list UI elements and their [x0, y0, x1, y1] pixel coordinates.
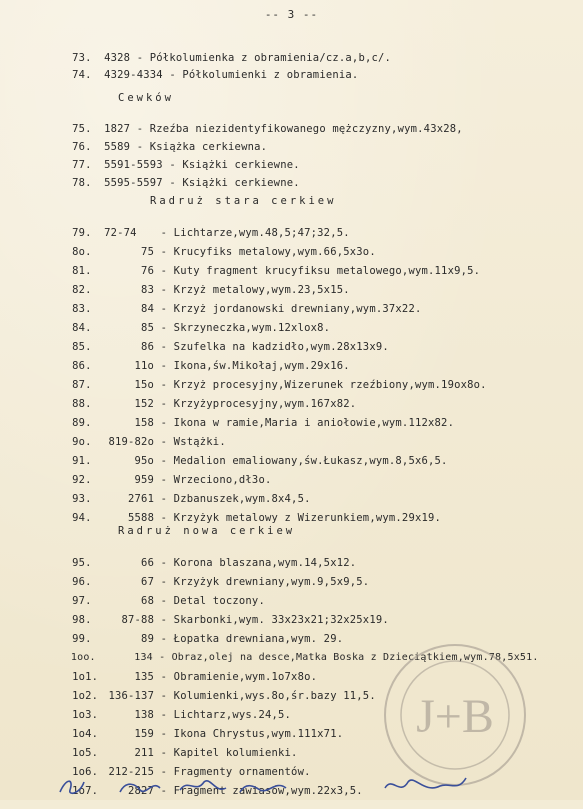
list-item: 82. 83 - Krzyż metalowy,wym.23,5x15. — [72, 284, 350, 296]
item-code: 136-137 — [108, 690, 155, 702]
item-code: 5591-5593 — [104, 159, 163, 171]
item-text: Wstążki. — [173, 436, 226, 448]
item-code: 75 — [141, 246, 155, 258]
list-item: 1o1. 135 - Obramienie,wym.1o7x8o. — [72, 671, 318, 683]
item-text: Półkolumienka z obramienia/cz.a,b,c/. — [149, 52, 392, 64]
list-item: 73. 4328 - Półkolumienka z obramienia/cz.a,b,c/. — [72, 52, 392, 64]
list-item: 89. 158 - Ikona w ramie,Maria i aniołowie,wym.112x82. — [72, 417, 455, 429]
item-code: 85 — [141, 322, 155, 334]
item-number: 89. — [72, 417, 92, 429]
list-item: 81. 76 - Kuty fragment krucyfiksu metalowego,wym.11x9,5. — [72, 265, 481, 277]
list-item: 87. 15o - Krzyż procesyjny,Wizerunek rzeźbiony,wym.19ox8o. — [72, 379, 487, 391]
item-text: Półkolumienki z obramienia. — [182, 69, 359, 81]
item-code: 135 — [134, 671, 155, 683]
item-number: 87. — [72, 379, 92, 391]
item-code: 2761 — [128, 493, 155, 505]
item-text: Krzyżyk metalowy z Wizerunkiem,wym.29x19. — [173, 512, 442, 524]
item-text: Krzyż metalowy,wym.23,5x15. — [173, 284, 350, 296]
list-item: 1o5. 211 - Kapitel kolumienki. — [72, 747, 298, 759]
list-item: 75. 1827 - Rzeźba niezidentyfikowanego mężczyzny,wym.43x28, — [72, 123, 463, 135]
item-number: 76. — [72, 141, 92, 153]
list-item: 1o4. 159 - Ikona Chrystus,wym.111x71. — [72, 728, 344, 740]
list-item: 92. 959 - Wrzeciono,dł3o. — [72, 474, 272, 486]
item-code: 5589 — [104, 141, 131, 153]
list-item: 95. 66 - Korona blaszana,wym.14,5x12. — [72, 557, 357, 569]
item-number: 91. — [72, 455, 92, 467]
item-code: 95o — [134, 455, 155, 467]
item-code: 68 — [141, 595, 155, 607]
list-item: 1o3. 138 - Lichtarz,wys.24,5. — [72, 709, 292, 721]
list-item: 88. 152 - Krzyżyprocesyjny,wym.167x82. — [72, 398, 357, 410]
item-code: 159 — [134, 728, 155, 740]
list-item: 94. 5588 - Krzyżyk metalowy z Wizerunkiem,wym.29x19. — [72, 512, 442, 524]
item-code: 959 — [134, 474, 155, 486]
item-code: 4328 — [104, 52, 131, 64]
list-item: 85. 86 - Szufelka na kadzidło,wym.28x13x9. — [72, 341, 389, 353]
item-text: Krzyż jordanowski drewniany,wym.37x22. — [173, 303, 422, 315]
list-item: 84. 85 - Skrzyneczka,wym.12xlox8. — [72, 322, 331, 334]
section-heading: Radruż stara cerkiew — [150, 195, 337, 207]
item-text: Skrzyneczka,wym.12xlox8. — [173, 322, 331, 334]
list-item: 97. 68 - Detal toczony. — [72, 595, 265, 607]
list-item: 77. 5591-5593 - Książki cerkiewne. — [72, 159, 300, 171]
item-code: 11o — [134, 360, 155, 372]
item-text: Ikona,św.Mikołaj,wym.29x16. — [173, 360, 350, 372]
item-text: Kapitel kolumienki. — [173, 747, 298, 759]
item-number: 1oo. — [70, 652, 96, 663]
item-text: Książka cerkiewna. — [149, 141, 268, 153]
list-item: 91. 95o - Medalion emaliowany,św.Łukasz,wym.8,5x6,5. — [72, 455, 448, 467]
item-number: 1o3. — [72, 709, 99, 721]
item-code: 5595-5597 — [104, 177, 163, 189]
item-number: 8o. — [72, 246, 92, 258]
item-code: 66 — [141, 557, 155, 569]
item-text: Fragmenty ornamentów. — [173, 766, 311, 778]
list-item: 83. 84 - Krzyż jordanowski drewniany,wym.37x22. — [72, 303, 422, 315]
item-number: 96. — [72, 576, 92, 588]
item-number: 92. — [72, 474, 92, 486]
list-item: 86. 11o - Ikona,św.Mikołaj,wym.29x16. — [72, 360, 350, 372]
list-item: 96. 67 - Krzyżyk drewniany,wym.9,5x9,5. — [72, 576, 370, 588]
list-item: 1oo. 134 - Obraz,olej na desce,Matka Boska z Dzieciątkiem,wym.78,5x51. — [70, 652, 539, 663]
item-text: Lichtarz,wys.24,5. — [173, 709, 292, 721]
item-number: 97. — [72, 595, 92, 607]
item-text: Wrzeciono,dł3o. — [173, 474, 272, 486]
handwritten-signatures — [40, 770, 580, 800]
item-number: 73. — [72, 52, 92, 64]
item-number: 86. — [72, 360, 92, 372]
item-code: 67 — [141, 576, 155, 588]
archive-stamp — [380, 640, 530, 790]
item-number: 74. — [72, 69, 92, 81]
item-code: 2827 — [128, 785, 155, 797]
item-text: Ikona w ramie,Maria i aniołowie,wym.112x82. — [173, 417, 455, 429]
item-text: Korona blaszana,wym.14,5x12. — [173, 557, 357, 569]
item-text: Kolumienki,wys.8o,śr.bazy 11,5. — [173, 690, 376, 702]
item-code: 83 — [141, 284, 155, 296]
item-text: Fragment zawiasów,wym.22x3,5. — [173, 785, 363, 797]
item-code: 212-215 — [108, 766, 155, 778]
item-text: Kuty fragment krucyfiksu metalowego,wym.11x9,5. — [173, 265, 481, 277]
item-code: 158 — [134, 417, 155, 429]
item-text: Obraz,olej na desce,Matka Boska z Dzieciątkiem,wym.78,5x51. — [171, 652, 539, 663]
item-code: 138 — [134, 709, 155, 721]
item-number: 84. — [72, 322, 92, 334]
list-item: 1o6. 212-215 - Fragmenty ornamentów. — [72, 766, 311, 778]
item-code: 819-82o — [108, 436, 155, 448]
item-number: 77. — [72, 159, 92, 171]
item-code: 72-74 — [104, 227, 137, 239]
item-number: 85. — [72, 341, 92, 353]
item-code: 211 — [134, 747, 155, 759]
item-number: 79. — [72, 227, 92, 239]
list-item: 93. 2761 - Dzbanuszek,wym.8x4,5. — [72, 493, 311, 505]
list-item: 1o2. 136-137 - Kolumienki,wys.8o,śr.bazy 11,5. — [72, 690, 376, 702]
item-code: 86 — [141, 341, 155, 353]
item-text: Lichtarze,wym.48,5;47;32,5. — [173, 227, 350, 239]
item-text: Szufelka na kadzidło,wym.28x13x9. — [173, 341, 389, 353]
item-number: 81. — [72, 265, 92, 277]
item-text: Książki cerkiewne. — [182, 177, 300, 189]
item-code: 152 — [134, 398, 155, 410]
item-code: 134 — [134, 652, 153, 663]
list-item: 9o. 819-82o - Wstążki. — [72, 436, 226, 448]
item-code: 76 — [141, 265, 155, 277]
item-number: 1o2. — [72, 690, 99, 702]
item-number: 99. — [72, 633, 92, 645]
item-text: Rzeźba niezidentyfikowanego mężczyzny,wym.43x28, — [149, 123, 463, 135]
item-number: 1o5. — [72, 747, 99, 759]
item-number: 75. — [72, 123, 92, 135]
list-item: 98. 87-88 - Skarbonki,wym. 33x23x21;32x25x19. — [72, 614, 389, 626]
item-text: Dzbanuszek,wym.8x4,5. — [173, 493, 311, 505]
list-item: 76. 5589 - Książka cerkiewna. — [72, 141, 268, 153]
item-number: 1o1. — [72, 671, 99, 683]
list-item: 79. 72-74 - Lichtarze,wym.48,5;47;32,5. — [72, 227, 350, 239]
item-code: 84 — [141, 303, 155, 315]
item-number: 1o6. — [72, 766, 99, 778]
item-text: Książki cerkiewne. — [182, 159, 300, 171]
item-text: Obramienie,wym.1o7x8o. — [173, 671, 318, 683]
item-code: 87-88 — [121, 614, 155, 626]
item-code: 89 — [141, 633, 155, 645]
item-text: Krzyż procesyjny,Wizerunek rzeźbiony,wym.19ox8o. — [173, 379, 487, 391]
item-number: 78. — [72, 177, 92, 189]
item-number: 82. — [72, 284, 92, 296]
item-number: 98. — [72, 614, 92, 626]
item-number: 1o7. — [72, 785, 99, 797]
item-number: 9o. — [72, 436, 92, 448]
page-number: -- 3 -- — [264, 8, 319, 21]
item-text: Medalion emaliowany,św.Łukasz,wym.8,5x6,5. — [173, 455, 448, 467]
item-code: 5588 — [128, 512, 155, 524]
item-text: Krzyżyprocesyjny,wym.167x82. — [173, 398, 357, 410]
item-text: Krucyfiks metalowy,wym.66,5x3o. — [173, 246, 376, 258]
item-number: 88. — [72, 398, 92, 410]
item-text: Ikona Chrystus,wym.111x71. — [173, 728, 344, 740]
item-code: 4329-4334 — [104, 69, 163, 81]
item-text: Łopatka drewniana,wym. 29. — [173, 633, 344, 645]
list-item: 78. 5595-5597 - Książki cerkiewne. — [72, 177, 300, 189]
item-number: 1o4. — [72, 728, 99, 740]
list-item: 1o7. 2827 - Fragment zawiasów,wym.22x3,5. — [72, 785, 363, 797]
stamp-monogram: J+B — [416, 690, 494, 743]
item-number: 93. — [72, 493, 92, 505]
item-text: Krzyżyk drewniany,wym.9,5x9,5. — [173, 576, 370, 588]
item-text: Detal toczony. — [173, 595, 265, 607]
list-item: 74. 4329-4334 - Półkolumienki z obramienia. — [72, 69, 359, 81]
item-text: Skarbonki,wym. 33x23x21;32x25x19. — [173, 614, 389, 626]
item-code: 15o — [134, 379, 155, 391]
list-item: 8o. 75 - Krucyfiks metalowy,wym.66,5x3o. — [72, 246, 376, 258]
item-number: 94. — [72, 512, 92, 524]
section-heading: Radruż nowa cerkiew — [118, 525, 296, 537]
item-number: 95. — [72, 557, 92, 569]
list-item: 99. 89 - Łopatka drewniana,wym. 29. — [72, 633, 344, 645]
item-code: 1827 — [104, 123, 131, 135]
section-heading: Cewków — [118, 92, 174, 104]
item-number: 83. — [72, 303, 92, 315]
